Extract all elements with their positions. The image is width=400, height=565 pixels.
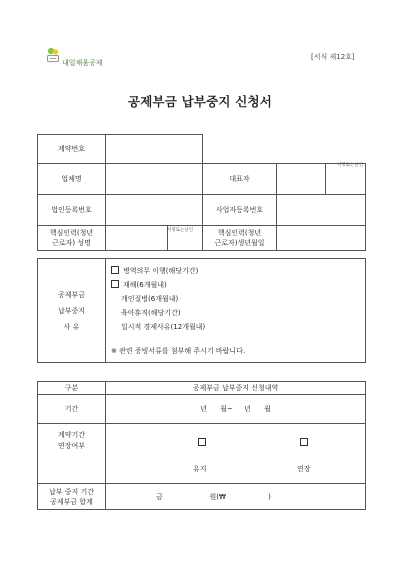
company-field[interactable] xyxy=(106,164,203,195)
blank-area xyxy=(203,135,366,164)
extend-checkbox[interactable] xyxy=(300,438,308,446)
reason-note: ※ 관련 증빙서류를 첨부해 주시기 바랍니다. xyxy=(111,347,246,355)
form-number: [서식 제12호] xyxy=(311,53,355,61)
checkbox-icon[interactable] xyxy=(111,280,119,288)
ceo-sign-field[interactable] xyxy=(326,164,366,195)
reason-option-military[interactable] xyxy=(111,264,365,278)
reason-label-line3: 사 유 xyxy=(63,322,80,331)
worker-name-label xyxy=(38,226,106,251)
col-detail-header: 공제부금 납부중지 신청내역 xyxy=(106,382,366,395)
reason-sub-parental: 육아휴직(해당기간) xyxy=(121,309,181,317)
worker-name-label-line1: 핵심인력(청년 xyxy=(49,229,94,237)
col-kind-header: 구분 xyxy=(38,382,106,395)
worker-birth-field[interactable] xyxy=(277,226,366,251)
ceo-field[interactable] xyxy=(277,164,326,195)
worker-name-label-line2: 근로자) 성명 xyxy=(52,239,91,247)
reason-option-disaster[interactable] xyxy=(111,278,365,292)
worker-birth-label xyxy=(203,226,277,251)
worker-birth-label-line2: 근로자)생년월일 xyxy=(214,239,265,247)
logo-icon xyxy=(46,47,60,63)
keep-checkbox[interactable] xyxy=(198,438,206,446)
worker-sign-field[interactable] xyxy=(168,226,203,251)
ceo-label: 대표자 xyxy=(203,164,277,195)
info-table xyxy=(37,134,366,251)
reason-label xyxy=(38,259,106,363)
logo-text: 내일채움공제 xyxy=(62,59,103,67)
amount-label-line1: 납부 중지 기간 xyxy=(48,487,95,496)
extend-label-line2: 연장여부 xyxy=(57,442,86,450)
reason-option-military-label: 병역의무 이행(해당기간) xyxy=(123,267,199,275)
checkbox-icon[interactable] xyxy=(111,266,119,274)
worker-birth-label-line1: 핵심인력(청년 xyxy=(217,229,262,237)
reason-sub-economic: 일시적 경제사유(12개월내) xyxy=(121,323,206,331)
extend-label xyxy=(38,424,106,484)
worker-sign-note: 서명또는날인 xyxy=(167,228,194,233)
ceo-sign-note: 서명또는날인 xyxy=(336,163,364,168)
contract-no-label: 계약번호 xyxy=(38,135,106,164)
amount-label-line2: 공제부금 합계 xyxy=(50,497,93,506)
extend-label-line1: 계약기간 xyxy=(57,431,86,439)
reason-options xyxy=(106,259,366,363)
contract-no-field[interactable] xyxy=(106,135,203,164)
biz-reg-label: 사업자등록번호 xyxy=(203,195,277,226)
reason-label-line1: 공제부금 xyxy=(57,290,86,299)
corp-reg-label: 법인등록번호 xyxy=(38,195,106,226)
period-label: 기간 xyxy=(38,395,106,424)
page-title: 공제부금 납부중지 신청서 xyxy=(127,94,273,109)
corp-reg-field[interactable] xyxy=(106,195,203,226)
extend-options xyxy=(106,424,366,484)
extend-label: 연장 xyxy=(297,465,311,473)
reason-option-disaster-label: 재해(6개월내) xyxy=(123,281,167,289)
amount-field[interactable]: 금 원(₩ ) xyxy=(106,484,366,510)
period-field[interactable]: 년 월~ 년 월 xyxy=(106,395,366,424)
amount-label xyxy=(38,484,106,510)
detail-table xyxy=(37,381,366,510)
biz-reg-field[interactable] xyxy=(277,195,366,226)
reason-table xyxy=(37,258,366,363)
worker-name-field[interactable] xyxy=(106,226,168,251)
logo xyxy=(46,47,60,67)
company-label: 업체명 xyxy=(38,164,106,195)
reason-sub-illness: 개인질병(6개월내) xyxy=(121,295,179,303)
reason-label-line2: 납부중지 xyxy=(57,306,86,315)
keep-label: 유지 xyxy=(193,465,207,473)
